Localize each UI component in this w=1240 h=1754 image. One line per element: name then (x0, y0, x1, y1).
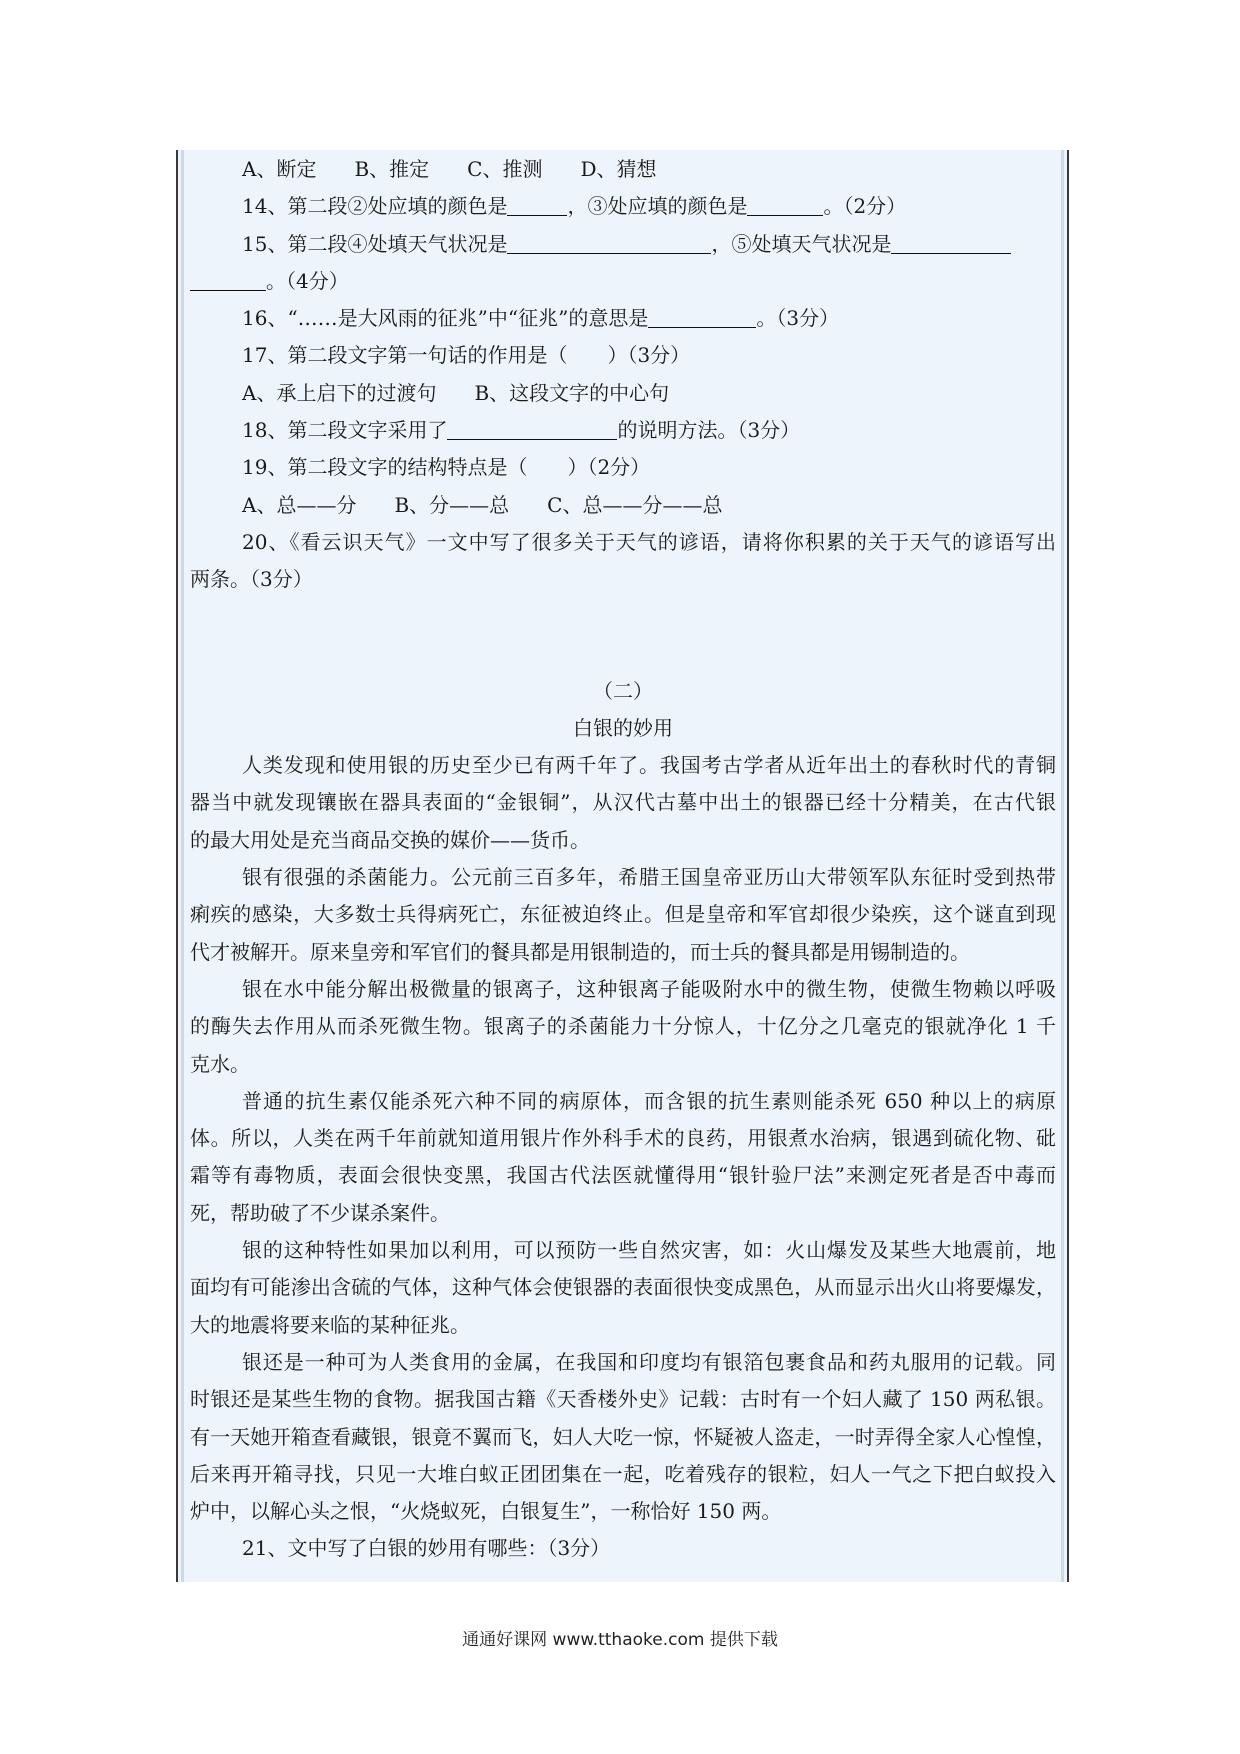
passage-line: 代才被解开。原来皇旁和军官们的餐具都是用银制造的，而士兵的餐具都是用锡制造的。 (190, 939, 970, 964)
frame-left-border (181, 150, 184, 1582)
question-16 (190, 300, 1056, 337)
question-20: 20、《看云识天气》一文中写了很多关于天气的谚语，请将你积累的关于天气的谚语写出 (242, 529, 1056, 554)
section-title: 白银的妙用 (573, 715, 673, 740)
passage-line: 的最大用处是充当商品交换的媒价——货币。 (190, 827, 590, 852)
question-text: 15、第二段④处填天气状况是 (242, 231, 508, 256)
question-text: 。（3分） (756, 306, 840, 331)
question-15 (190, 226, 1056, 263)
question-text: 14、第二段②处应填的颜色是 (242, 194, 508, 219)
section-number: （二） (593, 678, 653, 703)
passage (190, 747, 1056, 1530)
passage-line: 银还是一种可为人类食用的金属，在我国和印度均有银箔包裹食品和药丸服用的记载。同 (242, 1349, 1056, 1374)
answer-blank[interactable] (447, 417, 617, 440)
passage-line: 克水。 (190, 1051, 250, 1076)
question-text: ，⑤处填天气状况是 (711, 231, 892, 256)
option: A、断定 (242, 157, 317, 181)
frame-right-border (1061, 150, 1064, 1582)
question-21: 21、文中写了白银的妙用有哪些：（3分） (242, 1536, 611, 1561)
question-text: 16、“……是大风雨的征兆”中“征兆”的意思是 (242, 306, 649, 331)
answer-space (190, 599, 1056, 657)
q17-options (190, 375, 1056, 412)
passage-line: 的酶失去作用从而杀死微生物。银离子的杀菌能力十分惊人，十亿分之几毫克的银就净化 1 千 (190, 1014, 1056, 1039)
passage-line: 普通的抗生素仅能杀死六种不同的病原体，而含银的抗生素则能杀死 650 种以上的病原 (242, 1088, 1056, 1113)
option: C、总——分——总 (547, 492, 723, 517)
passage-line: 银有很强的杀菌能力。公元前三百多年，希腊王国皇帝亚历山大带领军队东征时受到热带 (242, 865, 1056, 890)
passage-line: 银在水中能分解出极微量的银离子，这种银离子能吸附水中的微生物，使微生物赖以呼吸 (242, 976, 1056, 1001)
option: A、承上启下的过渡句 (242, 380, 437, 405)
question-text: 的说明方法。（3分） (617, 418, 801, 443)
answer-blank[interactable] (747, 193, 823, 216)
question-18 (190, 412, 1056, 449)
q19-options (190, 487, 1056, 524)
passage-line: 银的这种特性如果加以利用，可以预防一些自然灾害，如：火山爆发及某些大地震前，地 (242, 1238, 1056, 1263)
answer-blank[interactable] (190, 268, 266, 291)
q13-options (190, 151, 1056, 188)
question-text: 18、第二段文字采用了 (242, 418, 448, 443)
question-14 (190, 188, 1056, 225)
passage-line: 面均有可能渗出含硫的气体，这种气体会使银器的表面很快变成黑色，从而显示出火山将要爆发， (190, 1275, 1056, 1300)
answer-blank[interactable] (507, 193, 567, 216)
passage-line: 有一天她开箱查看藏银，银竟不翼而飞，妇人大吃一惊，怀疑被人盗走，一时弄得全家人心惶惶， (190, 1424, 1056, 1449)
passage-line: 体。所以，人类在两千年前就知道用银片作外科手术的良药，用银煮水治病，银遇到硫化物、砒 (190, 1126, 1056, 1151)
option: A、总——分 (242, 492, 357, 517)
question-15-cont (190, 263, 1056, 300)
page-content (190, 151, 1056, 1568)
question-17: 17、第二段文字第一句话的作用是（ ）（3分） (242, 343, 691, 368)
question-text: 。（2分） (823, 194, 907, 219)
option: B、分——总 (394, 492, 510, 517)
passage-line: 死，帮助破了不少谋杀案件。 (190, 1200, 450, 1225)
question-19: 19、第二段文字的结构特点是（ ）（2分） (242, 455, 651, 480)
answer-blank[interactable] (648, 305, 756, 328)
option: B、这段文字的中心句 (474, 380, 670, 405)
passage-line: 人类发现和使用银的历史至少已有两千年了。我国考古学者从近年出土的春秋时代的青铜 (242, 753, 1056, 778)
passage-line: 后来再开箱寻找，只见一大堆白蚁正团团集在一起，吃着残存的银粒，妇人一气之下把白蚁投入 (190, 1461, 1056, 1486)
answer-blank[interactable] (507, 231, 711, 254)
passage-line: 炉中，以解心头之恨，“火烧蚁死，白银复生”，一称恰好 150 两。 (190, 1499, 782, 1524)
question-text: 。（4分） (266, 268, 349, 293)
question-20-cont: 两条。（3分） (190, 567, 313, 592)
option: B、推定 (354, 157, 430, 181)
option: C、推测 (467, 157, 543, 181)
passage-line: 痢疾的感染，大多数士兵得病死亡，东征被迫终止。但是皇帝和军官却很少染疾，这个谜直到现 (190, 902, 1056, 927)
passage-line: 时银还是某些生物的食物。据我国古籍《天香楼外史》记载：古时有一个妇人藏了 150 两私银。 (190, 1387, 1056, 1412)
answer-blank[interactable] (891, 231, 1011, 254)
passage-line: 霜等有毒物质，表面会很快变黑，我国古代法医就懂得用“银针验尸法”来测定死者是否中毒而 (190, 1163, 1056, 1188)
question-text: ，③处应填的颜色是 (567, 194, 748, 219)
option: D、猜想 (580, 157, 657, 181)
passage-line: 大的地震将要来临的某种征兆。 (190, 1312, 470, 1337)
passage-line: 器当中就发现镶嵌在器具表面的“金银铜”，从汉代古墓中出土的银器已经十分精美，在古代银 (190, 790, 1056, 815)
footer-credit: 通通好课网 www.tthaoke.com 提供下载 (462, 1630, 778, 1650)
